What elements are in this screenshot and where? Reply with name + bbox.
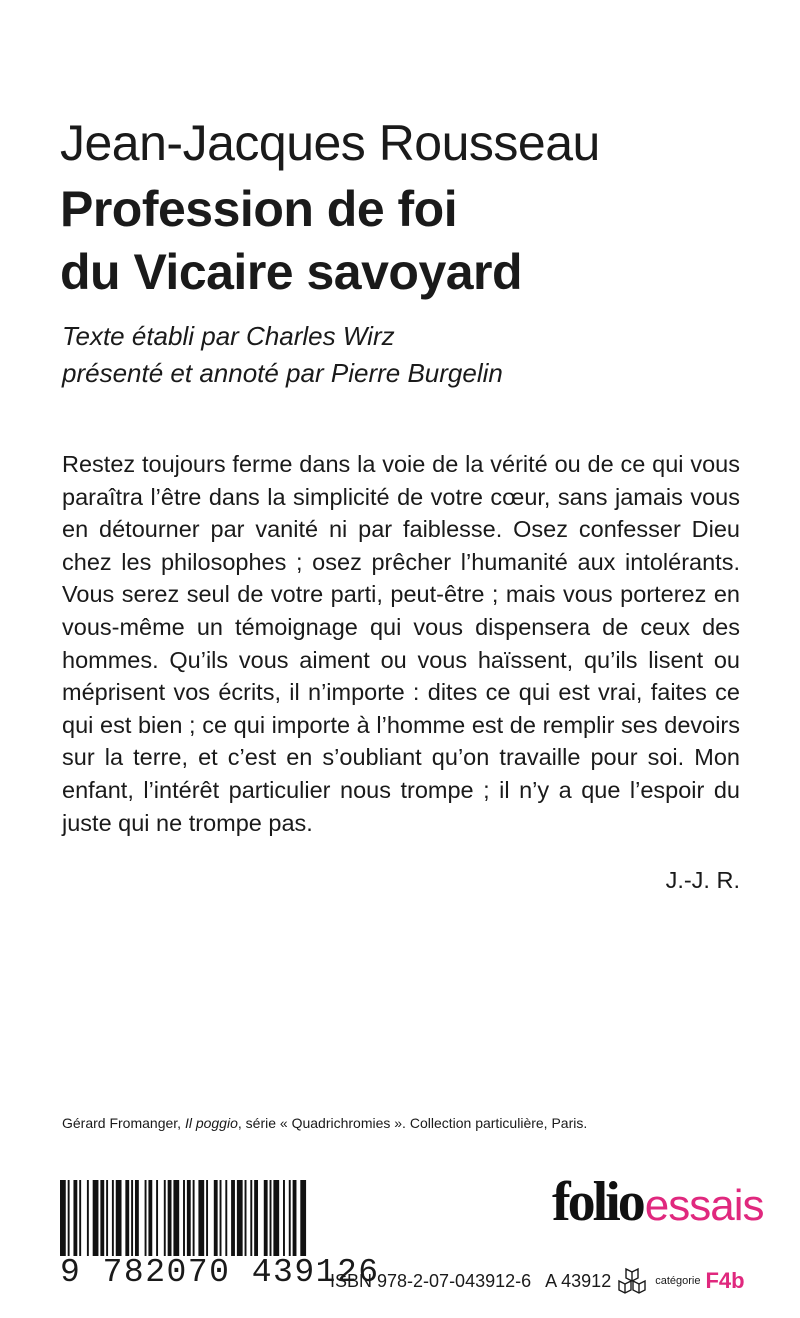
folio-essais-logo — [552, 1170, 764, 1233]
barcode-digits: 9 782070 439126 — [60, 1254, 380, 1291]
category-label: catégorie — [655, 1275, 701, 1287]
credit-line-1: Texte établi par Charles Wirz — [62, 321, 395, 351]
logo-essais: essais — [644, 1181, 764, 1230]
illustration-artist: Gérard Fromanger, — [62, 1115, 185, 1131]
product-code: A 43912 — [545, 1270, 612, 1291]
barcode-bars — [60, 1180, 310, 1262]
title-line-1: Profession de foi — [60, 181, 458, 237]
illustration-credit — [62, 1114, 587, 1132]
isbn: ISBN 978-2-07-043912-6 — [330, 1270, 532, 1291]
title-line-2: du Vicaire savoyard — [60, 244, 523, 300]
illustration-work: Il poggio — [184, 1115, 238, 1131]
back-cover-quote — [62, 448, 740, 839]
book-title — [60, 178, 522, 304]
author-name: Jean-Jacques Rousseau — [60, 115, 600, 171]
quote-text: Restez toujours ferme dans la voie de la vérité ou de ce qui vous paraîtra l’être dans la simplicité de votre cœur, sans jamais vous en détourner par vanité ni par faiblesse. Osez confesser Dieu chez les philosophes ; osez prêcher l’humanité aux intolérants. Vous serez seul de votre parti, peut-être ; mais vous porterez en vous-même un témoignage qui vous dispensera de ceux des hommes. Qu’ils vous aiment ou vous haïssent, qu’ils lisent ou méprisent vos écrits, il n’importe : dites ce qui est vrai, faites ce qui est bien ; ce qui importe à l’homme est de remplir ses devoirs sur la terre, et c’est en s’oubliant qu’on travaille pour soi. Mon enfant, l’intérêt particulier nous trompe ; il n’y a que l’espoir du juste qui ne trompe pas. — [62, 451, 740, 836]
logo-folio: folio — [552, 1171, 643, 1233]
books-icon — [617, 1267, 647, 1295]
category-value: F4b — [705, 1268, 745, 1293]
publisher-footer — [330, 1266, 745, 1296]
illustration-details: , série « Quadrichromies ». Collection particulière, Paris. — [237, 1115, 588, 1131]
quote-signature: J.-J. R. — [665, 867, 740, 893]
credit-line-2: présenté et annoté par Pierre Burgelin — [62, 358, 503, 388]
editor-credits — [62, 318, 503, 392]
